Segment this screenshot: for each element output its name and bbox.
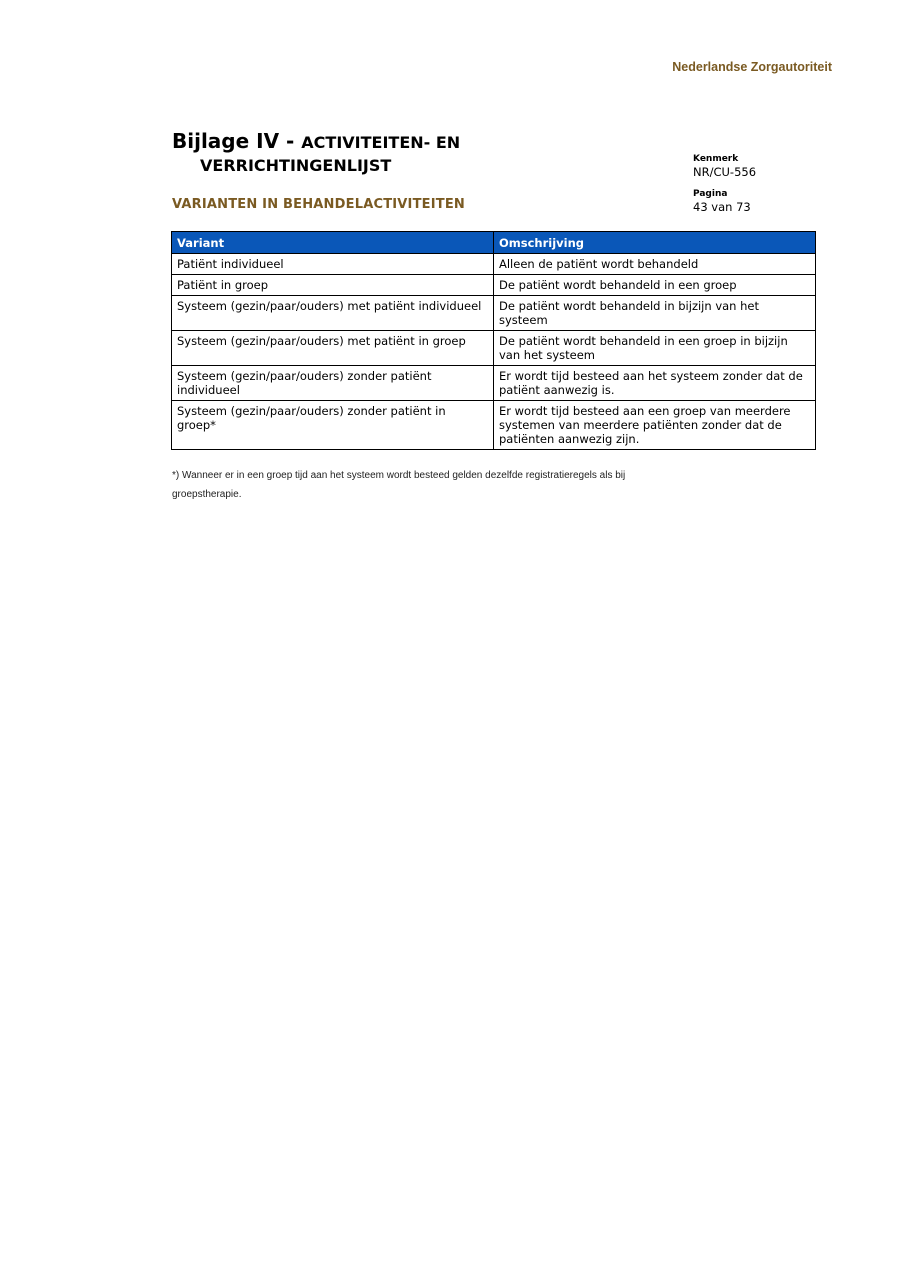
variant-cell: Patiënt in groep	[172, 275, 494, 296]
kenmerk-value: NR/CU-556	[693, 165, 757, 179]
table-row	[172, 401, 816, 450]
title-line1: ACTIVITEITEN- EN	[301, 133, 461, 152]
description-cell: De patiënt wordt behandeld in bijzijn van het systeem	[494, 296, 816, 331]
table-header-row	[172, 232, 816, 254]
variant-cell: Systeem (gezin/paar/ouders) zonder patiënt in groep*	[172, 401, 494, 450]
column-header-variant: Variant	[172, 232, 494, 254]
table-row	[172, 331, 816, 366]
variant-cell: Patiënt individueel	[172, 254, 494, 275]
variant-cell: Systeem (gezin/paar/ouders) met patiënt individueel	[172, 296, 494, 331]
variant-cell: Systeem (gezin/paar/ouders) zonder patiënt individueel	[172, 366, 494, 401]
column-header-omschrijving: Omschrijving	[494, 232, 816, 254]
organization-name: Nederlandse Zorgautoriteit	[672, 60, 832, 74]
pagina-value: 43 van 73	[693, 200, 751, 214]
table-row	[172, 296, 816, 331]
title-prefix: Bijlage IV -	[172, 129, 302, 153]
description-cell: De patiënt wordt behandeld in een groep	[494, 275, 816, 296]
section-heading: VARIANTEN IN BEHANDELACTIVITEITEN	[172, 197, 466, 212]
table-row	[172, 254, 816, 275]
title-line2: VERRICHTINGENLIJST	[200, 156, 392, 175]
kenmerk-label: Kenmerk	[693, 154, 739, 164]
table-row	[172, 275, 816, 296]
variants-table	[171, 231, 816, 450]
pagina-label: Pagina	[693, 189, 728, 199]
description-cell: Alleen de patiënt wordt behandeld	[494, 254, 816, 275]
description-cell: Er wordt tijd besteed aan het systeem zonder dat de patiënt aanwezig is.	[494, 366, 816, 401]
table-row	[172, 366, 816, 401]
document-meta	[693, 153, 833, 223]
description-cell: Er wordt tijd besteed aan een groep van meerdere systemen van meerdere patiënten zonder dat de patiënten aanwezig zijn.	[494, 401, 816, 450]
page-title	[172, 130, 642, 177]
footnote: *) Wanneer er in een groep tijd aan het systeem wordt besteed gelden dezelfde registratieregels als bij groepstherapie.	[172, 470, 626, 500]
variant-cell: Systeem (gezin/paar/ouders) met patiënt in groep	[172, 331, 494, 366]
description-cell: De patiënt wordt behandeld in een groep in bijzijn van het systeem	[494, 331, 816, 366]
